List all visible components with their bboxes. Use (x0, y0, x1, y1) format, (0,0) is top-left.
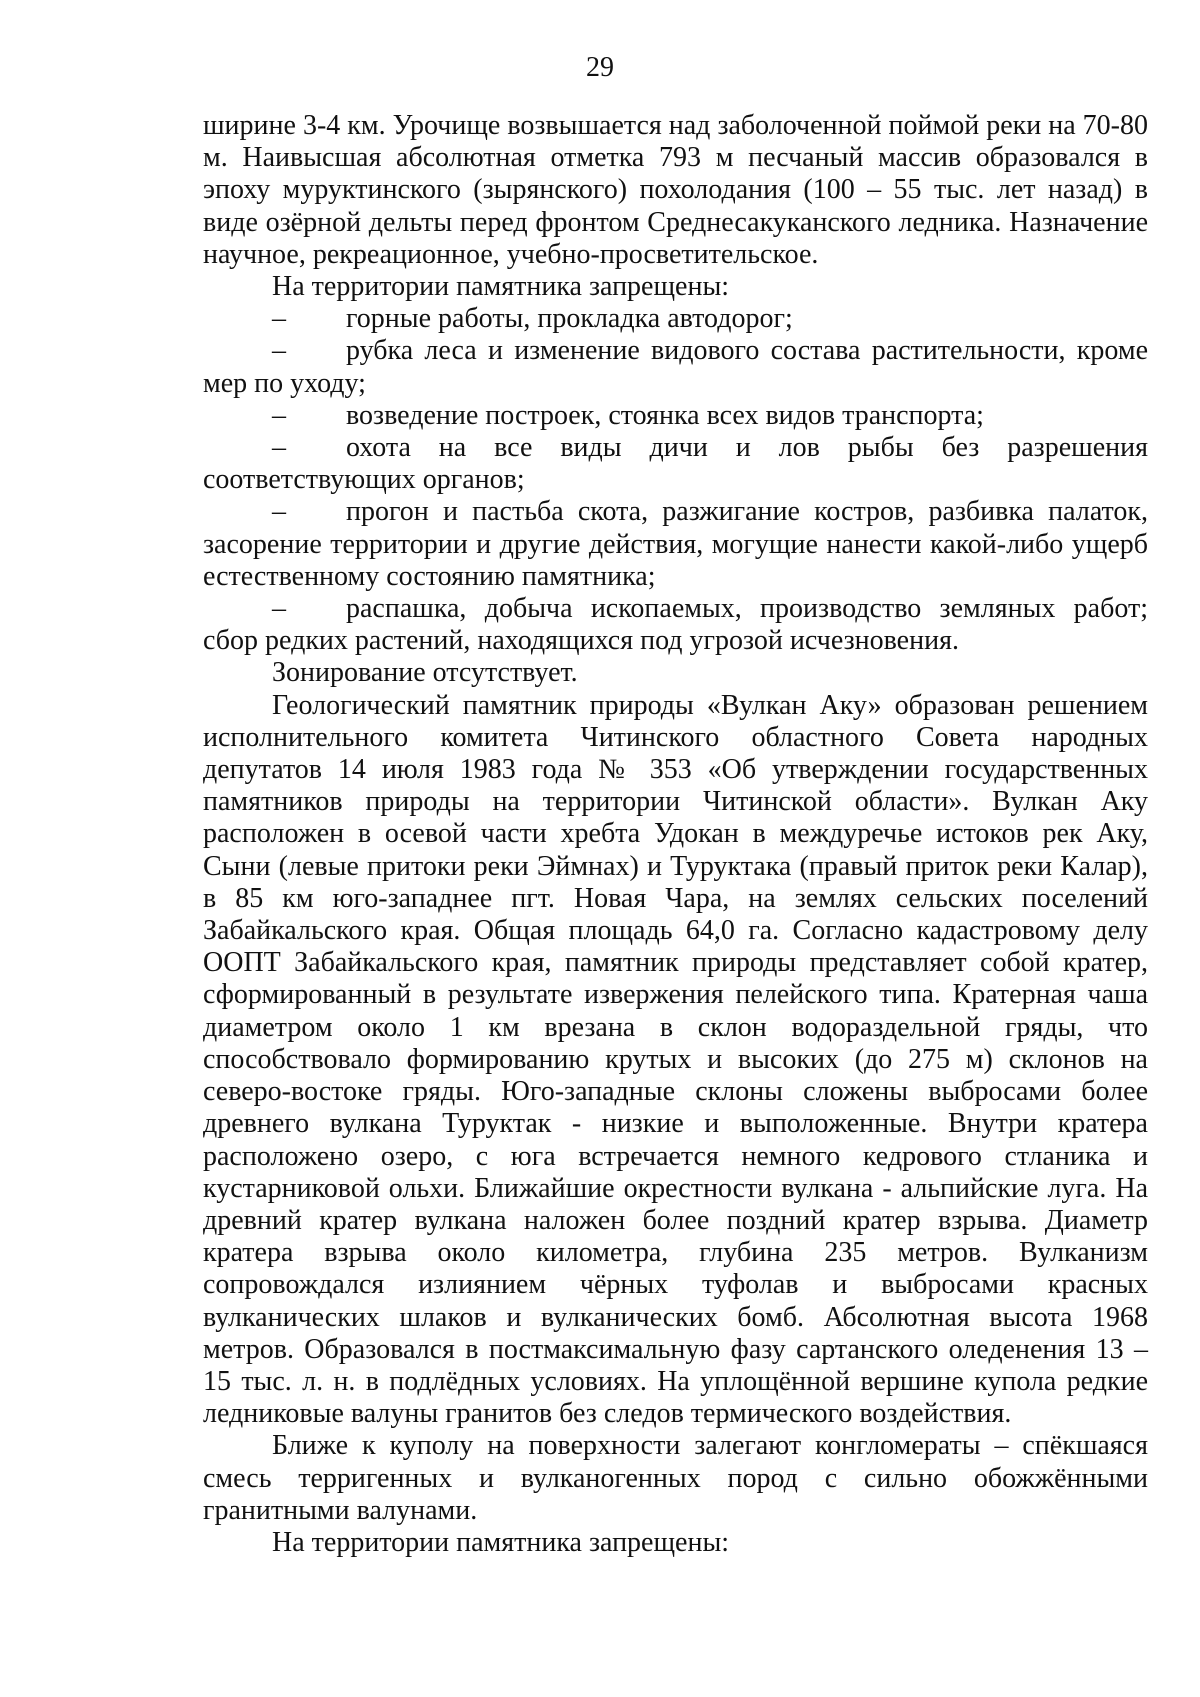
list-dash: – (272, 496, 286, 528)
list-dash: – (272, 335, 286, 367)
list-item-text: распашка, добыча ископаемых, производство земляных работ; сбор редких растений, находящихся под угрозой исчезновения. (203, 593, 1148, 657)
list-item-mining (203, 303, 1148, 335)
page-number: 29 (586, 52, 614, 83)
document-body (203, 110, 1148, 1559)
list-item-text: охота на все виды дичи и лов рыбы без разрешения соответствующих органов; (203, 432, 1148, 496)
list-item-plowing (203, 593, 1148, 657)
list-item-construction (203, 400, 1148, 432)
list-dash: – (272, 593, 286, 625)
list-dash: – (272, 303, 286, 335)
list-item-grazing (203, 496, 1148, 593)
list-item-text: горные работы, прокладка автодорог; (346, 303, 793, 335)
list-dash: – (272, 432, 286, 464)
list-item-text: прогон и пастьба скота, разжигание костров, разбивка палаток, засорение территории и другие действия, могущие нанести какой-либо ущерб естественному состоянию памятника; (203, 496, 1148, 592)
list-item-hunting (203, 432, 1148, 496)
paragraph-prohibitions-intro-2: На территории памятника запрещены: (272, 1526, 730, 1558)
paragraph-prohibitions-intro: На территории памятника запрещены: (272, 271, 730, 303)
list-item-text: возведение построек, стоянка всех видов транспорта; (346, 399, 984, 431)
list-item-text: рубка леса и изменение видового состава растительности, кроме мер по уходу; (203, 335, 1148, 399)
paragraph-conglomerates: Ближе к куполу на поверхности залегают конгломераты – спёкшаяся смесь терригенных и вулканогенных пород с сильно обожжёнными гранитными валунами. (203, 1430, 1148, 1526)
paragraph-zoning: Зонирование отсутствует. (272, 657, 578, 689)
paragraph-continued-description: ширине 3-4 км. Урочище возвышается над заболоченной поймой реки на 70-80 м. Наивысшая абсолютная отметка 793 м песчаный массив образовался в эпоху муруктинского (зырянского) похолодания (100 – 55 тыс. лет назад) в виде озёрной дельты перед фронтом Среднесакуканского ледника. Назначение научное, рекреационное, учебно-просветительское. (203, 110, 1148, 270)
list-dash: – (272, 399, 286, 431)
list-item-logging (203, 335, 1148, 399)
paragraph-volcano-aku: Геологический памятник природы «Вулкан Аку» образован решением исполнительного комитета Читинского областного Совета народных депутатов 14 июля 1983 года № 353 «Об утверждении государственных памятников природы на территории Читинской области». Вулкан Аку расположен в осевой части хребта Удокан в междуречье истоков рек Аку, Сыни (левые притоки реки Эймнах) и Туруктака (правый приток реки Калар), в 85 км юго-западнее пгт. Новая Чара, на землях сельских поселений Забайкальского края. Общая площадь 64,0 га. Согласно кадастровому делу ООПТ Забайкальского края, памятник природы представляет собой кратер, сформированный в результате извержения пелейского типа. Кратерная чаша диаметром около 1 км врезана в склон водораздельной гряды, что способствовало формированию крутых и высоких (до 275 м) склонов на северо-востоке гряды. Юго-западные склоны сложены выбросами более древнего вулкана Туруктак - низкие и выположенные. Внутри кратера расположено озеро, с юга встречается немного кедрового стланика и кустарниковой ольхи. Ближайшие окрестности вулкана - альпийские луга. На древний кратер вулкана наложен более поздний кратер взрыва. Диаметр кратера взрыва около километра, глубина 235 метров. Вулканизм сопровождался излиянием чёрных туфолав и выбросами красных вулканических шлаков и вулканических бомб. Абсолютная высота 1968 метров. Образовался в постмаксимальную фазу сартанского оледенения 13 – 15 тыс. л. н. в подлёдных условиях. На уплощённой вершине купола редкие ледниковые валуны гранитов без следов термического воздействия. (203, 689, 1148, 1430)
